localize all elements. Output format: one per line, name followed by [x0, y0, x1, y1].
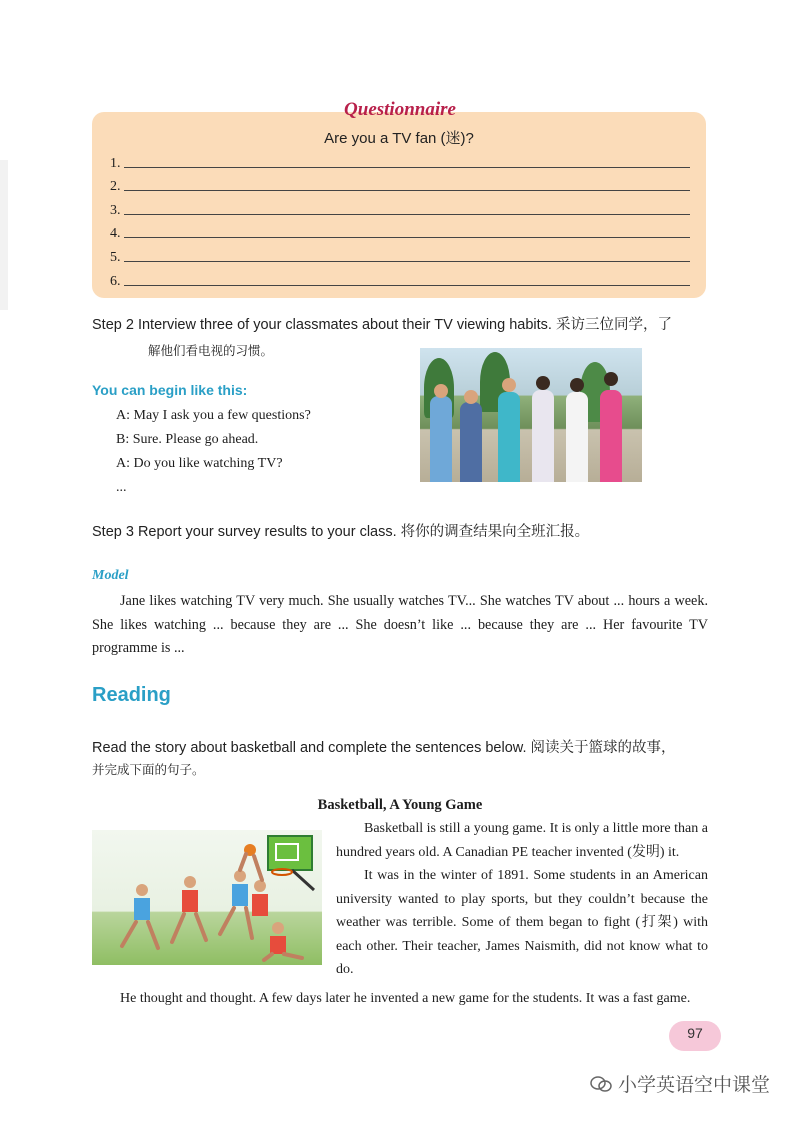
dialog-line: B: Sure. Please go ahead. [116, 432, 259, 447]
wechat-icon [590, 1075, 612, 1093]
story-title: Basketball, A Young Game [317, 797, 483, 813]
reading-instruction [92, 737, 712, 781]
questionnaire-line[interactable]: 5. [110, 244, 690, 266]
questionnaire-line[interactable]: 1. [110, 150, 690, 172]
step2-text-cont: 解他们看电视的习惯。 [148, 343, 274, 358]
story-paragraph-1: Basketball is still a young game. It is only a little more than a hundred years old. A Canadian PE teacher invented (发明) it. [336, 821, 708, 860]
students-photo [420, 348, 642, 482]
dialog-line: A: Do you like watching TV? [116, 456, 283, 471]
questionnaire-line[interactable]: 4. [110, 220, 690, 242]
story-paragraph-2: It was in the winter of 1891. Some students in an American university wanted to play sports, but they couldn’t because the weather was terrible. Some of them began to fight (打架) with each other. Their teacher, James Naismith, did not know what to do. [336, 868, 708, 977]
step2-text: Step 2 Interview three of your classmates about their TV viewing habits. 采访三位同学，了 [92, 317, 672, 333]
page-number: 97 [687, 1025, 703, 1041]
watermark [590, 1070, 770, 1097]
questionnaire-line[interactable]: 2. [110, 173, 690, 195]
watermark-text: 小学英语空中课堂 [618, 1074, 771, 1096]
questionnaire-title: Questionnaire [344, 99, 456, 120]
reading-instruction-line: 并完成下面的句子。 [92, 762, 205, 777]
begin-title: You can begin like this: [92, 382, 248, 398]
model-title: Model [92, 568, 129, 583]
questionnaire-box [92, 112, 706, 298]
story-paragraph-3: He thought and thought. A few days later he invented a new game for the students. It was a fast game. [120, 991, 691, 1006]
reading-instruction-line: Read the story about basketball and complete the sentences below. 阅读关于篮球的故事， [92, 740, 676, 756]
model-text: Jane likes watching TV very much. She usually watches TV... She watches TV about ... hours a week. She likes watching ... because they are ... She doesn’t like ... because they are ... Her favourite TV programme is ... [92, 593, 708, 656]
dialog-line: ... [116, 480, 127, 495]
dialog-line: A: May I ask you a few questions? [116, 408, 311, 423]
questionnaire-line[interactable]: 3. [110, 197, 690, 219]
questionnaire-line[interactable]: 6. [110, 268, 690, 290]
basketball-illustration [92, 830, 322, 965]
page-edge [0, 160, 8, 310]
questionnaire-subtitle: Are you a TV fan (迷)? [324, 130, 474, 147]
reading-title: Reading [92, 684, 171, 706]
step3-text: Step 3 Report your survey results to your class. 将你的调查结果向全班汇报。 [92, 524, 590, 540]
